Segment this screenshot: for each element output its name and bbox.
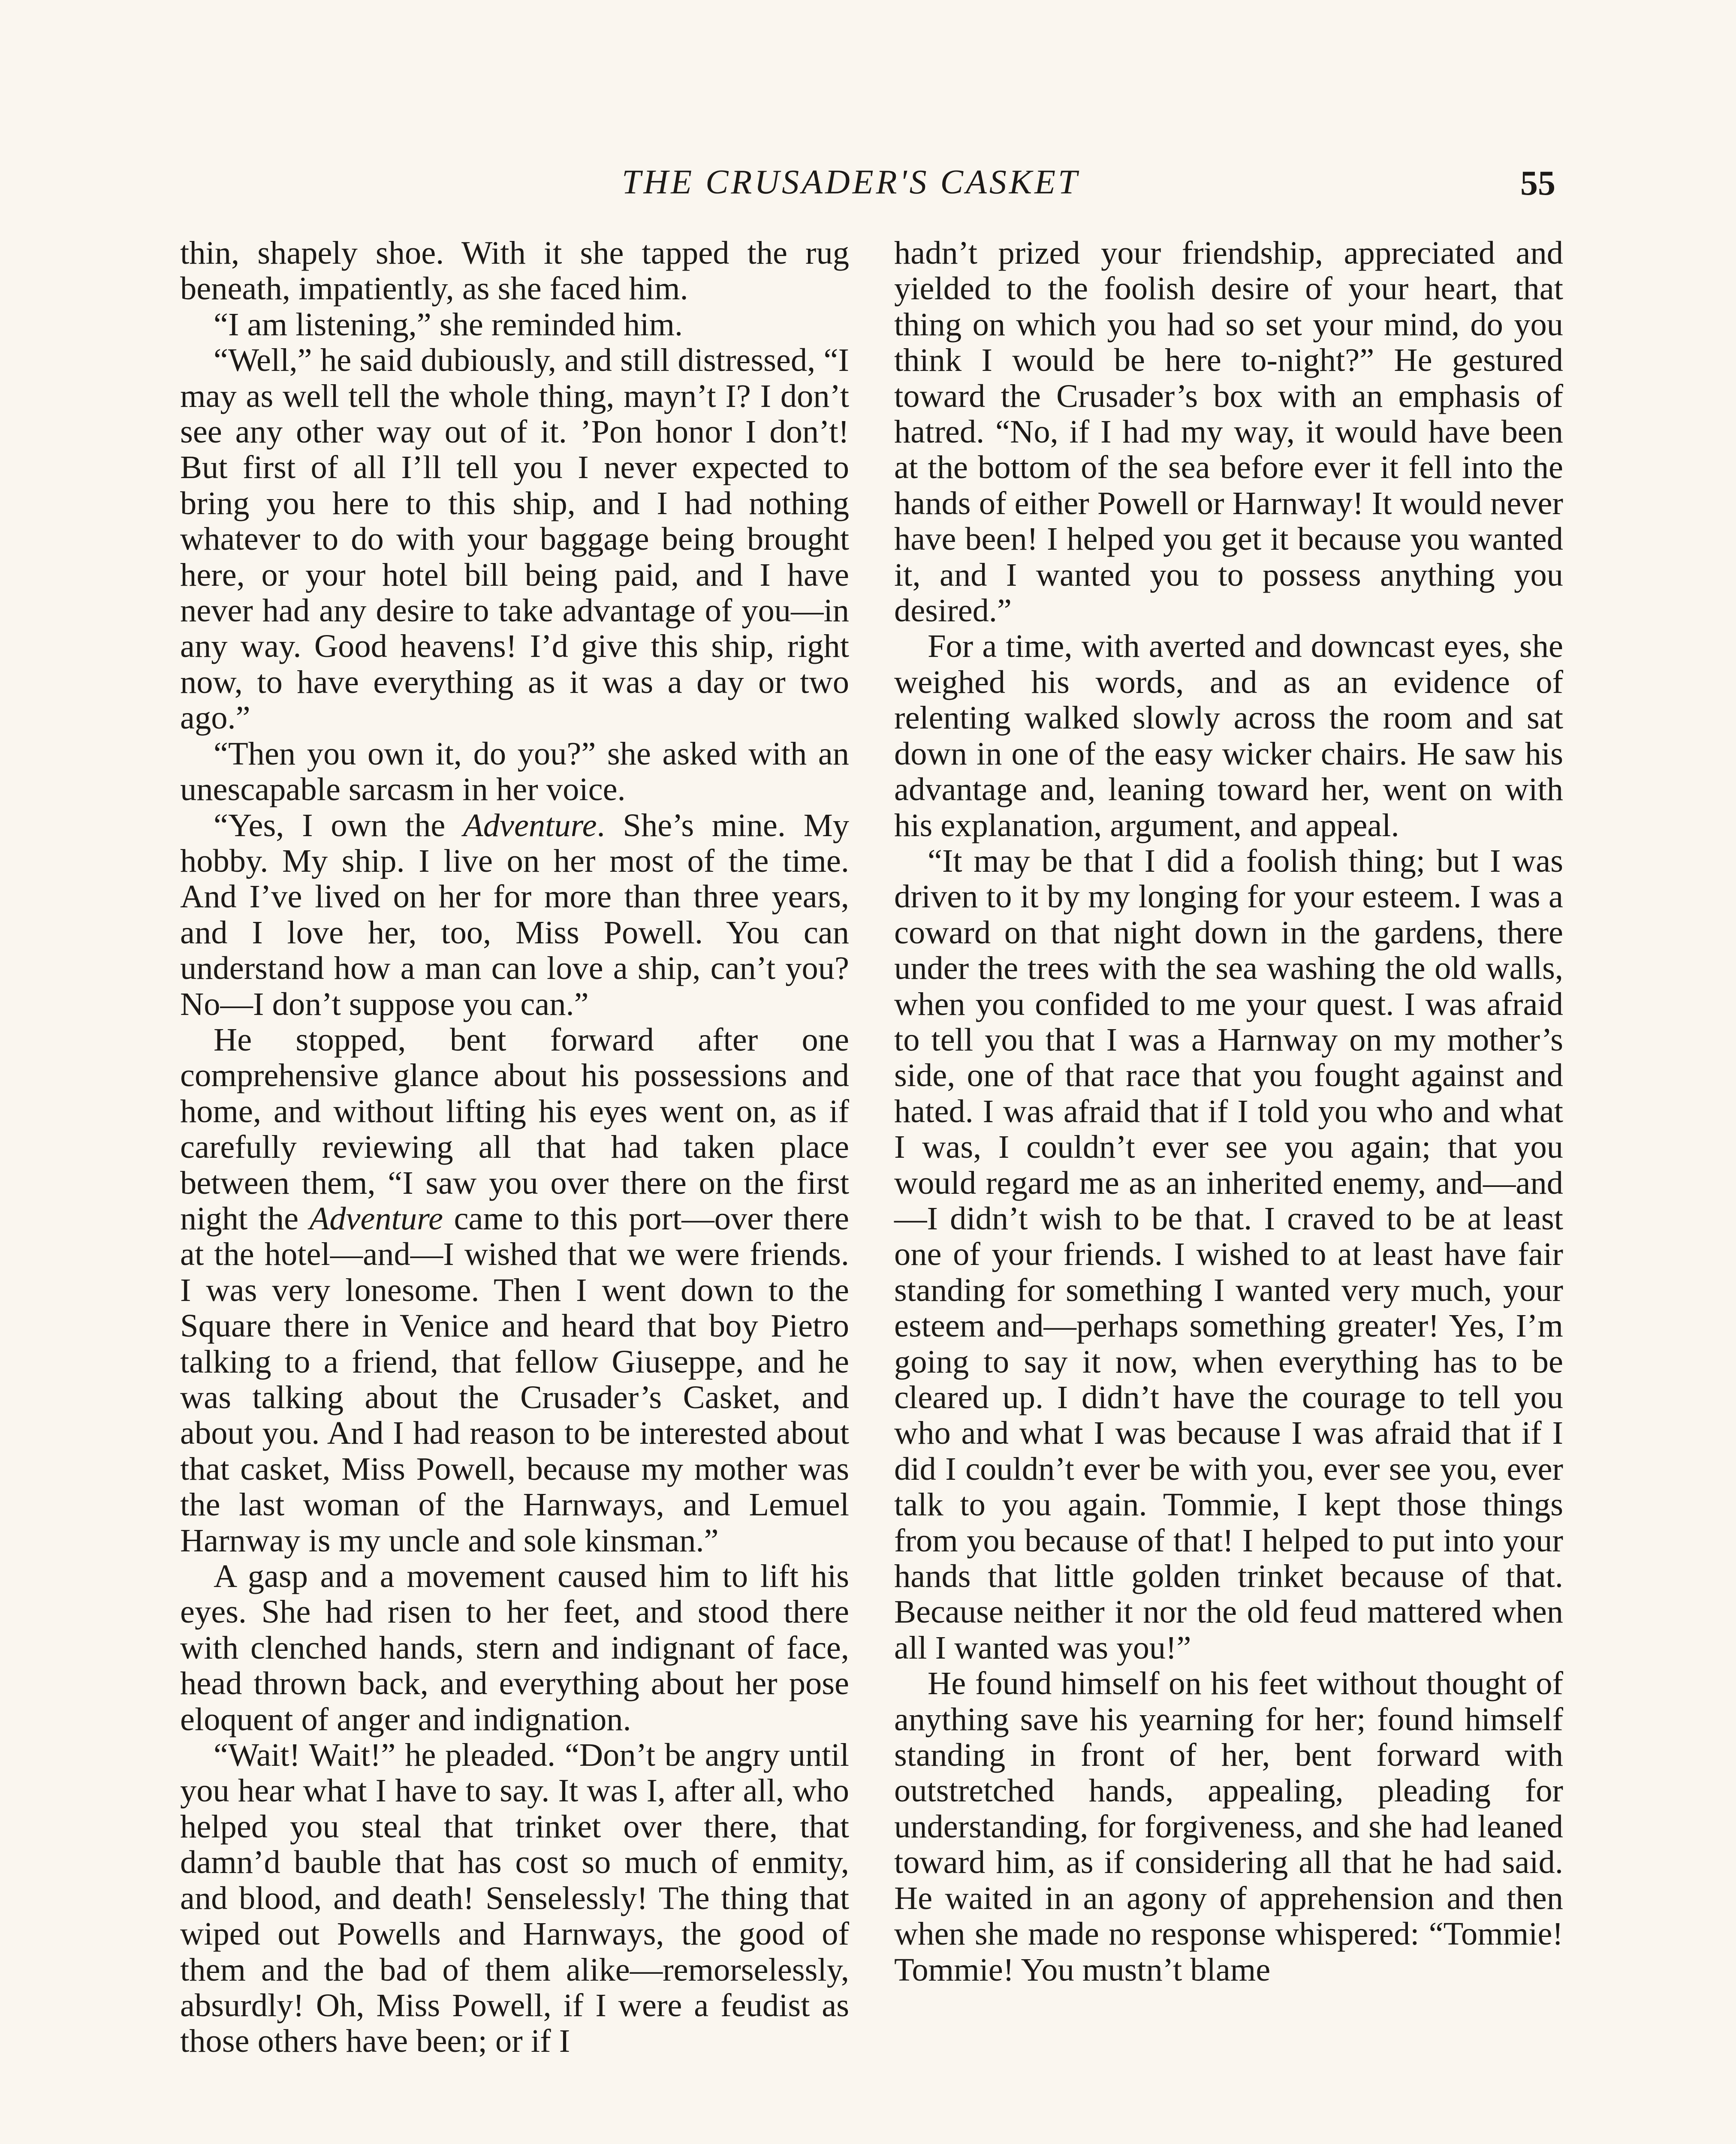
running-title: THE CRUSADER'S CASKET — [622, 163, 1080, 201]
page-number: 55 — [1520, 163, 1555, 202]
left-column — [180, 235, 849, 2059]
paragraph: “Then you own it, do you?” she asked with an unescapable sarcasm in her voice. — [180, 735, 849, 808]
paragraph: He found himself on his feet without thought of anything save his yearning for her; found himself standing in front of her, bent forward with outstretched hands, appealing, pleading for understanding, for forgiveness, and she had leaned toward him, as if considering all that he had said. He waited in an agony of apprehension and then when she made no response whispered: “Tommie! Tommie! You mustn’t blame — [894, 1665, 1563, 1988]
paragraph: “It may be that I did a foolish thing; but I was driven to it by my longing for your esteem. I was a coward on that night down in the gardens, there under the trees with the sea washing the old walls, when you confided to me your quest. I was afraid to tell you that I was a Harnway on my mother’s side, one of that race that you fought against and hated. I was afraid that if I told you who and what I was, I couldn’t ever see you again; that you would regard me as an inherited enemy, and—and—I didn’t wish to be that. I craved to be at least one of your friends. I wished to at least have fair standing for something I wanted very much, your esteem and—perhaps something greater! Yes, I’m going to say it now, when everything has to be cleared up. I didn’t have the courage to tell you who and what I was because I was afraid that if I did I couldn’t ever be with you, ever see you, ever talk to you again. Tommie, I kept those things from you because of that! I helped to put into your hands that little golden trinket because of that. Because neither it nor the old feud mattered when all I wanted was you!” — [894, 842, 1563, 1666]
paragraph: “Yes, I own the Adventure. She’s mine. My hobby. My ship. I live on her most of the time. And I’ve lived on her for more than three years, and I love her, too, Miss Powell. You can understand how a man can love a ship, can’t you? No—I don’t suppose you can.” — [180, 807, 850, 1022]
paragraph: A gasp and a movement caused him to lift his eyes. She had risen to her feet, and stood there with clenched hands, stern and indignant of face, head thrown back, and everything about her pose eloquent of anger and indignation. — [180, 1558, 849, 1737]
paragraph: “I am listening,” she reminded him. — [214, 306, 683, 343]
ship-name: Adventure — [309, 1200, 443, 1237]
right-column — [894, 235, 1563, 1987]
paragraph: For a time, with averted and downcast eyes, she weighed his words, and as an evidence of relenting walked slowly across the room and sat down in one of the easy wicker chairs. He saw his advantage and, leaning toward her, went on with his explanation, argument, and appeal. — [894, 628, 1563, 843]
paragraph: “Wait! Wait!” he pleaded. “Don’t be angry until you hear what I have to say. It was I, after all, who helped you steal that trinket over there, that damn’d bauble that has cost so much of enmity, and blood, and death! Senselessly! The thing that wiped out Powells and Harnways, the good of them and the bad of them alike—remorselessly, absurdly! Oh, Miss Powell, if I were a feudist as those others have been; or if I — [180, 1737, 849, 2060]
ship-name: Adventure — [463, 807, 597, 843]
paragraph: “Well,” he said dubiously, and still distressed, “I may as well tell the whole thing, mayn’t I? I don’t see any other way out of it. ’Pon honor I don’t! But first of all I’ll tell you I never expected to bring you here to this ship, and I had nothing whatever to do with your baggage being brought here, or your hotel bill being paid, and I have never had any desire to take advantage of you—in any way. Good heavens! I’d give this ship, right now, to have everything as it was a day or two ago.” — [180, 342, 849, 736]
paragraph: He stopped, bent forward after one comprehensive glance about his possessions and home, and without lifting his eyes went on, as if carefully reviewing all that had taken place between them, “I saw you over there on the first night the Adventure came to this port—over there at the hotel—and—I wished that we were friends. I was very lonesome. Then I went down to the Square there in Venice and heard that boy Pietro talking to a friend, that fellow Giuseppe, and he was talking about the Crusader’s Casket, and about you. And I had reason to be interested about that casket, Miss Powell, because my mother was the last woman of the Harnways, and Lemuel Harnway is my uncle and sole kinsman.” — [180, 1021, 850, 1559]
paragraph: thin, shapely shoe. With it she tapped the rug beneath, impatiently, as she faced him. — [180, 235, 849, 307]
page-header — [0, 163, 1736, 210]
paragraph: hadn’t prized your friendship, appreciated and yielded to the foolish desire of your heart, that thing on which you had so set your mind, do you think I would be here to-night?” He gestured toward the Crusader’s box with an emphasis of hatred. “No, if I had my way, it would have been at the bottom of the sea before ever it fell into the hands of either Powell or Harnway! It would never have been! I helped you get it because you wanted it, and I wanted you to possess anything you desired.” — [894, 235, 1563, 629]
